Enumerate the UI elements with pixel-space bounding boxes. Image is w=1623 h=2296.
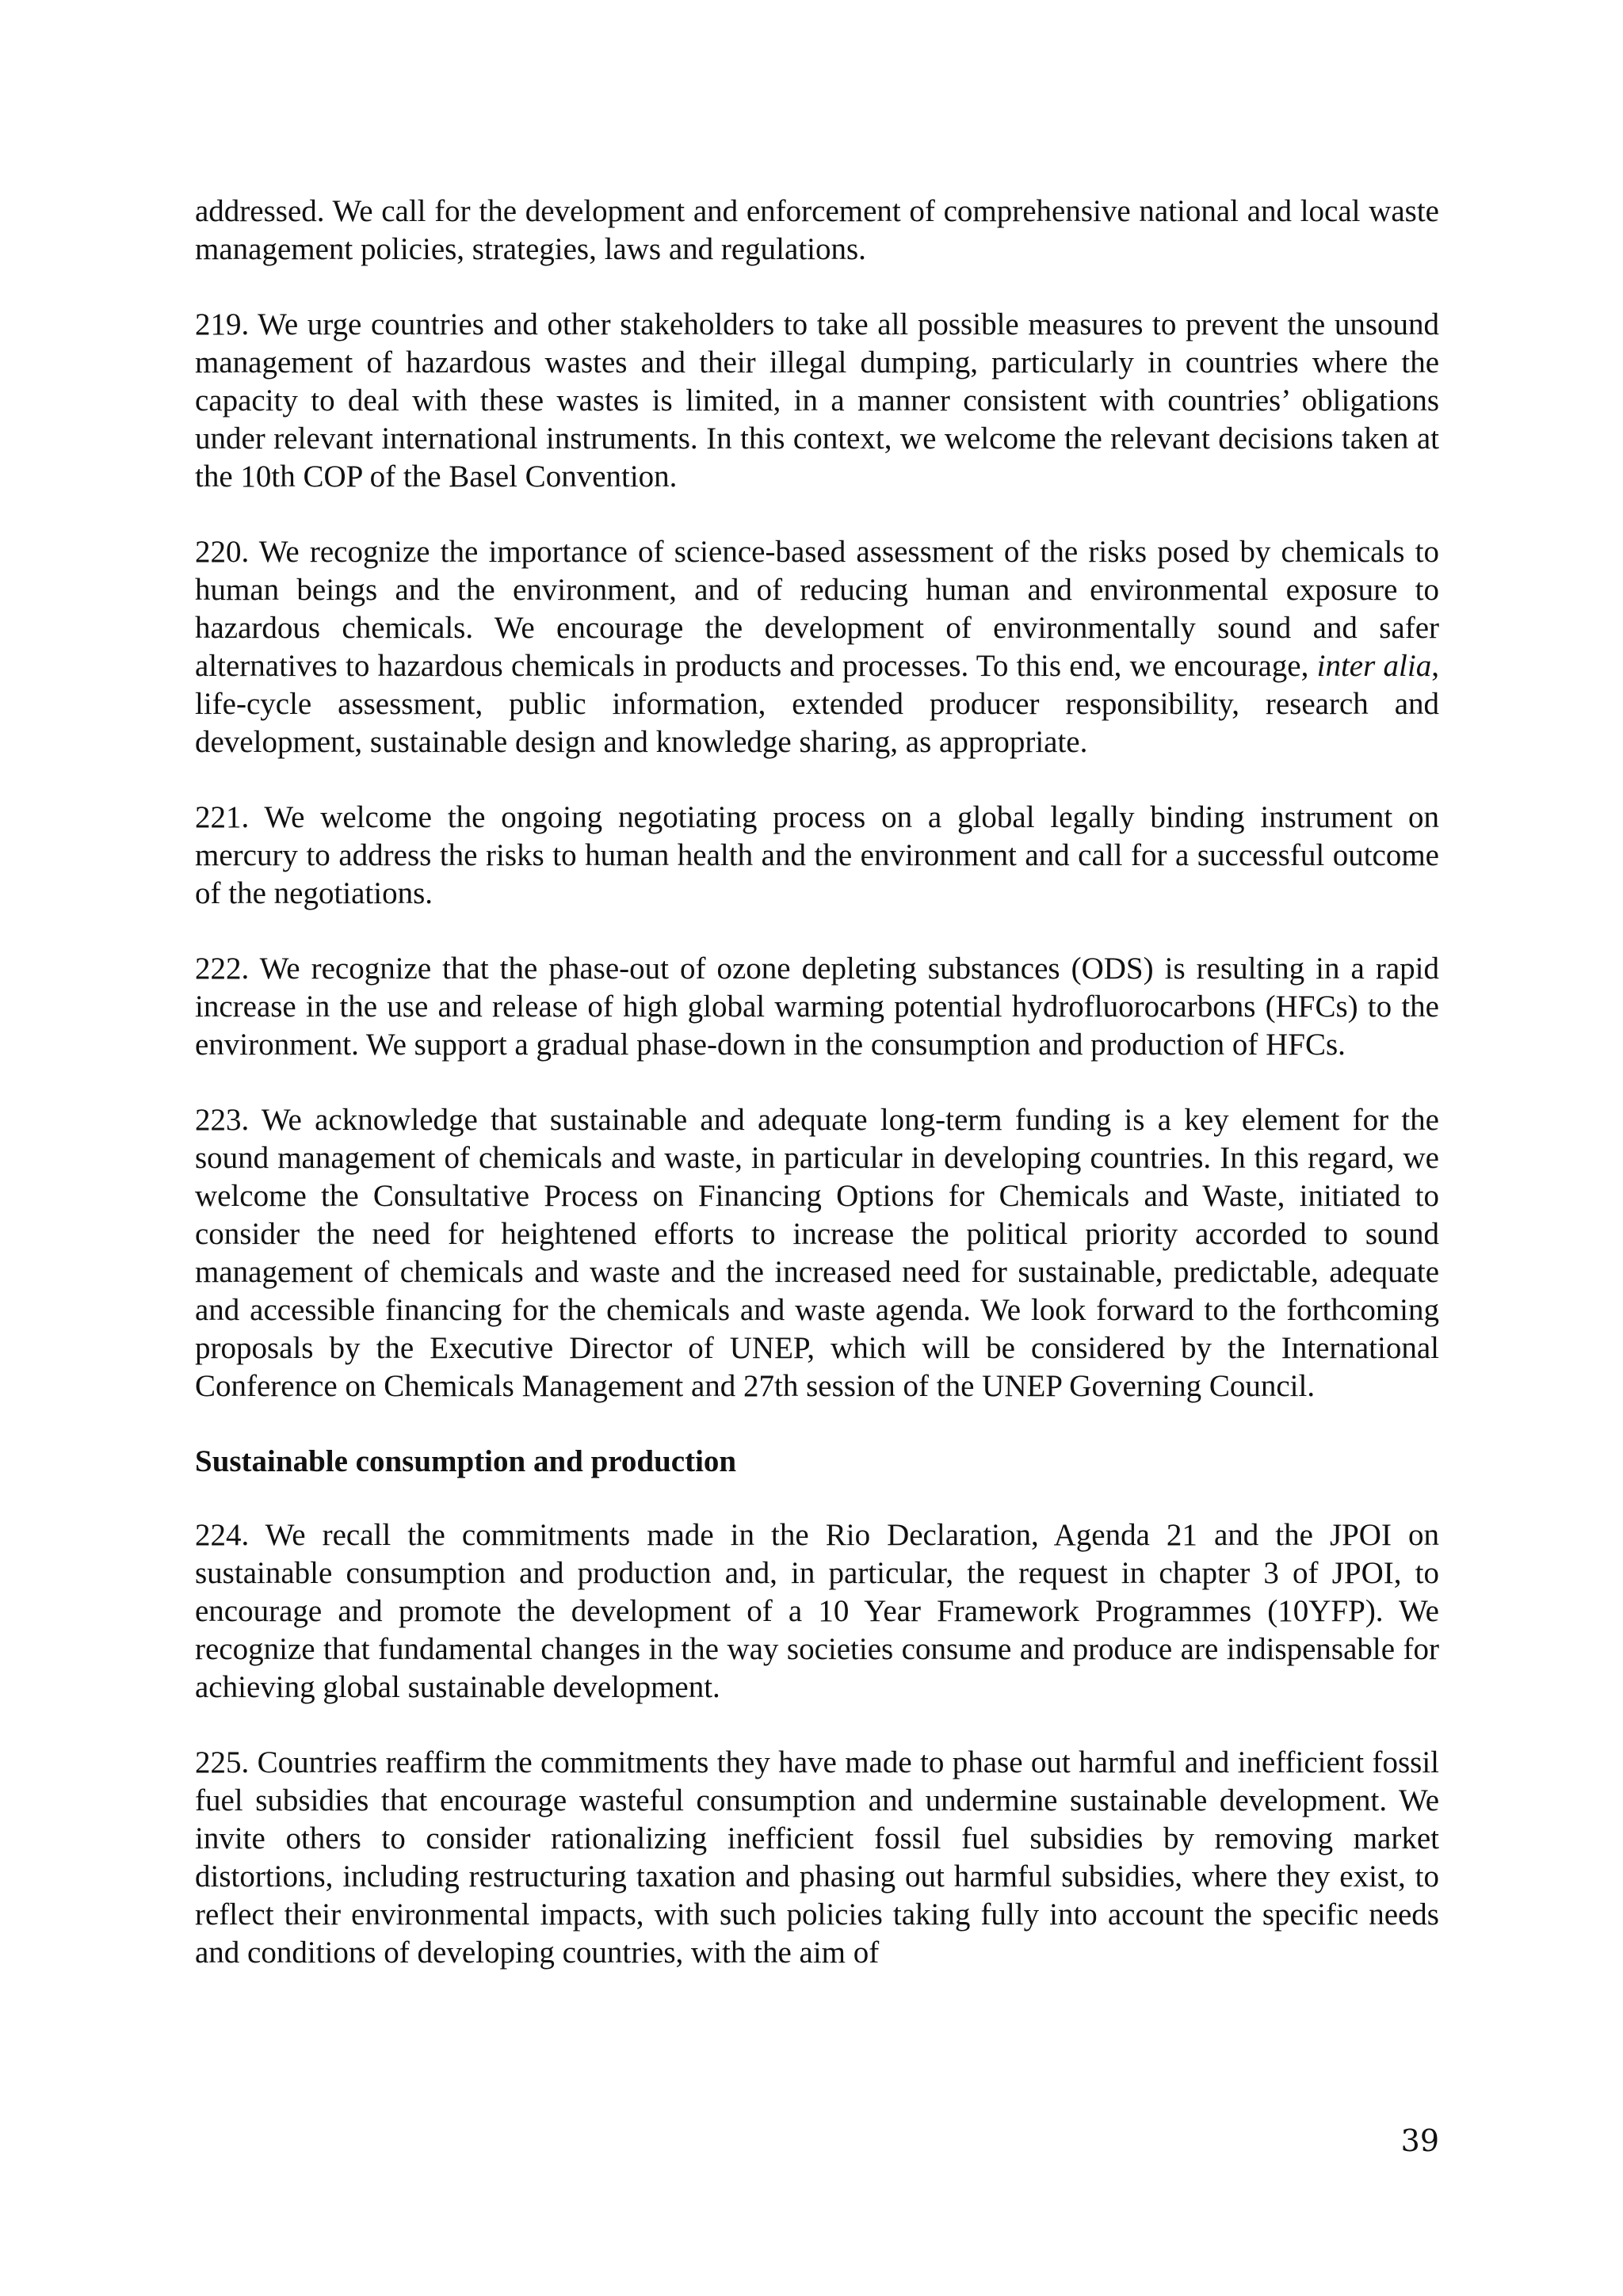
paragraph-220-text-start: 220. We recognize the importance of science-based assessment of the risks posed by chemicals to human beings and the environment, and of reducing human and environmental exposure to hazardous chemicals. We encourage the development of environmentally sound and safer alternatives to hazardous chemicals in products and processes. To this end, we encourage,: [195, 535, 1439, 683]
paragraph-225: 225. Countries reaffirm the commitments they have made to phase out harmful and inefficient fossil fuel subsidies that encourage wasteful consumption and undermine sustainable development. We invite others to consider rationalizing inefficient fossil fuel subsidies by removing market distortions, including restructuring taxation and phasing out harmful subsidies, where they exist, to reflect their environmental impacts, with such policies taking fully into account the specific needs and conditions of developing countries, with the aim of: [195, 1745, 1439, 1970]
paragraph-221: 221. We welcome the ongoing negotiating process on a global legally binding instrument on mercury to address the risks to human health and the environment and call for a successful outcome of the negotiations.: [195, 800, 1439, 910]
paragraph-219: 219. We urge countries and other stakeholders to take all possible measures to prevent the unsound management of hazardous wastes and their illegal dumping, particularly in countries where the capacity to deal with these wastes is limited, in a manner consistent with countries’ obligations under relevant international instruments. In this context, we welcome the relevant decisions taken at the 10th COP of the Basel Convention.: [195, 307, 1439, 494]
paragraph-continuation: addressed. We call for the development and enforcement of comprehensive national and local waste management policies, strategies, laws and regulations.: [195, 194, 1439, 266]
paragraph-223: 223. We acknowledge that sustainable and adequate long-term funding is a key element for the sound management of chemicals and waste, in particular in developing countries. In this regard, we welcome the Consultative Process on Financing Options for Chemicals and Waste, initiated to consider the need for heightened efforts to increase the political priority accorded to sound management of chemicals and waste and the increased need for sustainable, predictable, adequate and accessible financing for the chemicals and waste agenda. We look forward to the forthcoming proposals by the Executive Director of UNEP, which will be considered by the International Conference on Chemicals Management and 27th session of the UNEP Governing Council.: [195, 1103, 1439, 1403]
paragraph-222: 222. We recognize that the phase-out of ozone depleting substances (ODS) is resulting in a rapid increase in the use and release of high global warming potential hydrofluorocarbons (HFCs) to the environment. We support a gradual phase-down in the consumption and production of HFCs.: [195, 952, 1439, 1062]
paragraph-220: [195, 533, 1439, 761]
section-heading: Sustainable consumption and production: [195, 1444, 737, 1478]
document-page: [195, 193, 1439, 2009]
page-number: 39: [1400, 2123, 1439, 2158]
paragraph-224: 224. We recall the commitments made in the Rio Declaration, Agenda 21 and the JPOI on sustainable consumption and production and, in particular, the request in chapter 3 of JPOI, to encourage and promote the development of a 10 Year Framework Programmes (10YFP). We recognize that fundamental changes in the way societies consume and produce are indispensable for achieving global sustainable development.: [195, 1518, 1439, 1704]
paragraph-220-italic-term: inter alia: [1316, 649, 1432, 683]
paragraph-220-text-end: , life-cycle assessment, public information, extended producer responsibility, research and development, sustainable design and knowledge sharing, as appropriate.: [195, 649, 1439, 759]
